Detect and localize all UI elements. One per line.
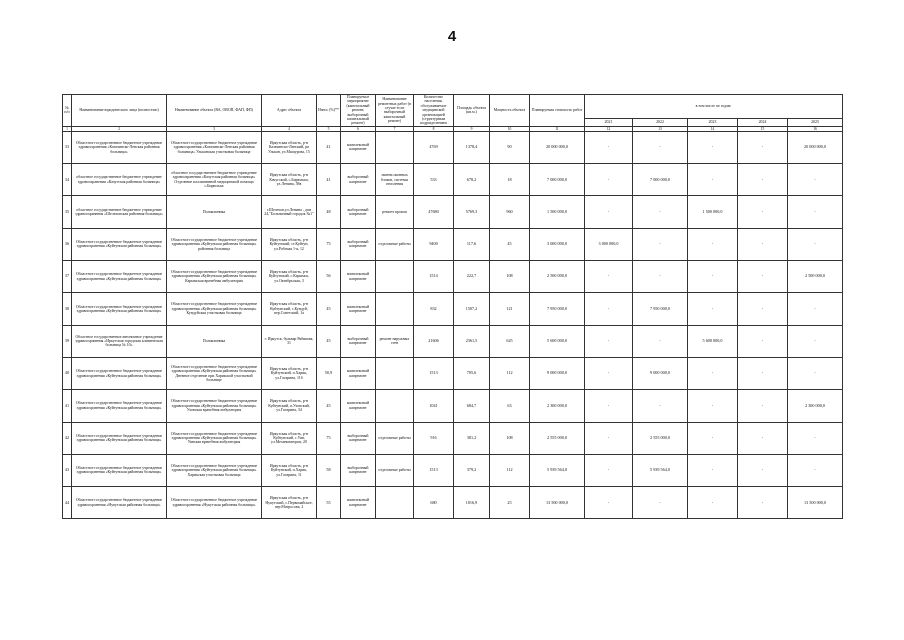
row-number: 43 [63,454,72,486]
legal-entity: Областное государственное бюджетное учреждение здравоохранения «Нукутская районная больница» [72,487,167,519]
object-name: Областное государственное бюджетное учреждение здравоохранения «Куйтунская районная больница» Уховская врачебная амбулатория [167,390,262,422]
column-number: 1 [63,126,72,131]
repair-works: отделочные работы [376,422,414,454]
table-row [63,228,843,260]
object-address: г.Шелехов,ул.Ленина , дом 24,"Больничный городок №1" [262,196,317,228]
population: 916 [414,422,454,454]
table-row [63,261,843,293]
header-object-name: Наименование объекта (ВА, ОВОП, ФАП, ФП) [167,95,262,127]
object-name: Областное государственное бюджетное учреждение здравоохранения «Куйтунская районная больница» Уянская врачебная амбулатория [167,422,262,454]
header-year-2024: 2024 [738,118,788,126]
planned-cost: 7 000 000,0 [530,164,585,196]
year-2024-value: - [738,228,788,260]
year-2021-value: - [585,261,633,293]
population: 1513 [414,454,454,486]
object-name: Поликлиника [167,325,262,357]
table-row [63,293,843,325]
object-area: 705,6 [454,357,490,389]
object-area: 684,7 [454,390,490,422]
year-2023-value: - [688,454,738,486]
planned-measure: выборочный капремонт [341,196,376,228]
object-capacity: 108 [490,422,530,454]
year-2023-value: - [688,390,738,422]
header-works: Наименование ремонтных работ (в случае если выборочный капитальный ремонт) [376,95,414,127]
object-address: Иркутская область, р-н Куйтунский, с.Карымск, ул.Октябрьская, 3 [262,261,317,293]
object-name: Областное государственное бюджетное учреждение здравоохранения «Куйтунская районная больница» Карымская врачебная амбулатория [167,261,262,293]
legal-entity: областное государственное бюджетное учреждение здравоохранения «Качугская районная больница» [72,164,167,196]
repair-works [376,261,414,293]
year-2025-value: - [788,325,843,357]
table-row [63,487,843,519]
table-row [63,131,843,163]
legal-entity: Областное государственное бюджетное учреждение здравоохранения «Куйтунская районная больница» [72,390,167,422]
year-2021-value: - [585,487,633,519]
planned-measure: выборочный капремонт [341,325,376,357]
legal-entity: Областное государственное бюджетное учреждение здравоохранения «Куйтунская районная больница» [72,357,167,389]
object-name: Областное государственное бюджетное учреждение здравоохранения «Куйтунская районная больница» Харикская участковая больница [167,454,262,486]
column-number: 7 [376,126,414,131]
object-capacity: 18 [490,164,530,196]
column-number: 8 [414,126,454,131]
header-year-2022: 2022 [633,118,688,126]
year-2022-value: - [633,390,688,422]
repair-works: отделочные работы [376,454,414,486]
object-address: Иркутская область, р-н Казачинско-Ленский, рп Улькан, ул.Машурова, 15 [262,131,317,163]
wear-percent: 58 [317,454,341,486]
year-2024-value: - [738,293,788,325]
year-2022-value: - [633,131,688,163]
planned-measure: комплексный капремонт [341,357,376,389]
object-area: 1378,4 [454,131,490,163]
object-capacity: 45 [490,228,530,260]
population: 1513 [414,357,454,389]
row-number: 33 [63,131,72,163]
header-address: Адрес объекта [262,95,317,127]
year-2023-value: - [688,261,738,293]
planned-cost: 1 500 000,0 [530,196,585,228]
object-area: 117,6 [454,228,490,260]
column-number: 15 [738,126,788,131]
year-2022-value: - [633,261,688,293]
table-row [63,325,843,357]
planned-measure: выборочный капремонт [341,228,376,260]
planned-cost: 2 555 000,0 [530,422,585,454]
object-name: Областное государственное бюджетное учреждение здравоохранения «Куйтунская районная больница» Кундуйская участковая больница [167,293,262,325]
row-number: 36 [63,228,72,260]
header-years-group: в том числе по годам: [585,95,843,119]
planned-measure: выборочный капремонт [341,454,376,486]
population: 21606 [414,325,454,357]
year-2021-value: - [585,454,633,486]
year-2024-value: - [738,454,788,486]
year-2022-value: 5 939 564,0 [633,454,688,486]
year-2023-value: - [688,293,738,325]
row-number: 40 [63,357,72,389]
header-number: № п/п [63,95,72,127]
object-name: Областное государственное бюджетное учреждение здравоохранения «Куйтунская районная больница» районная больница [167,228,262,260]
population: 832 [414,293,454,325]
header-legal-entity: Наименование юридического лица (полностью) [72,95,167,127]
object-area: 379,2 [454,454,490,486]
year-2021-value: - [585,196,633,228]
year-2023-value: - [688,228,738,260]
column-number: 10 [490,126,530,131]
year-2021-value: - [585,293,633,325]
column-number: 14 [688,126,738,131]
year-2022-value: 9 000 000,0 [633,357,688,389]
legal-entity: Областное государственное бюджетное учреждение здравоохранения «Куйтунская районная больница» [72,293,167,325]
year-2022-value: - [633,487,688,519]
column-number: 5 [317,126,341,131]
object-capacity: 63 [490,390,530,422]
wear-percent: 75 [317,228,341,260]
population: 47680 [414,196,454,228]
column-number: 9 [454,126,490,131]
planned-measure: комплексный капремонт [341,293,376,325]
row-number: 44 [63,487,72,519]
planned-measure: комплексный капремонт [341,390,376,422]
wear-percent: 45 [317,390,341,422]
object-address: Иркутская область, р-н Куйтунский, с.Уян, ул.Механизаторов, 20 [262,422,317,454]
year-2022-value: 7 950 000,0 [633,293,688,325]
year-2022-value: - [633,196,688,228]
legal-entity: Областное государственное бюджетное учреждение здравоохранения «Куйтунская районная больница» [72,454,167,486]
object-area: 678,2 [454,164,490,196]
object-area: 222,7 [454,261,490,293]
object-name: областное государственное бюджетное учреждение здравоохранения «Качугская районная больница» Отделение паллиативной медицинской помощи с.Бирюлька [167,164,262,196]
legal-entity: Областное государственное бюджетное учреждение здравоохранения «Куйтунская районная больница» [72,422,167,454]
year-2021-value: - [585,422,633,454]
header-population: Количество населения, обслуживаемое медицинской организацией (структурным подразделением [414,95,454,127]
object-address: г. Иркутск, бульвар Рябикова, 31 [262,325,317,357]
row-number: 37 [63,261,72,293]
row-number: 35 [63,196,72,228]
planned-measure: комплексный капремонт [341,261,376,293]
year-2021-value: - [585,390,633,422]
year-2025-value: - [788,293,843,325]
population: 533 [414,164,454,196]
planned-cost: 5 939 564,0 [530,454,585,486]
repair-works: ремонт наружных стен [376,325,414,357]
planned-measure: выборочный капремонт [341,422,376,454]
year-2025-value: 2 300 000,0 [788,390,843,422]
population: 1514 [414,261,454,293]
year-2025-value: - [788,422,843,454]
object-capacity: 112 [490,357,530,389]
object-address: Иркутская область, р-н Куйтунский, п.Харик, ул.Гагарина, 11б [262,357,317,389]
year-2023-value: - [688,131,738,163]
year-2023-value: - [688,164,738,196]
planned-cost: 9 000 000,0 [530,357,585,389]
planned-cost: 13 500 000,0 [530,487,585,519]
object-address: Иркутская область, р-н Куйтунский, ст.Куйтун, ул.Рабочая 1-я, 12 [262,228,317,260]
year-2025-value: - [788,357,843,389]
year-2022-value: - [633,325,688,357]
object-name: Поликлиника [167,196,262,228]
table-row [63,454,843,486]
column-number: 2 [72,126,167,131]
column-number: 11 [530,126,585,131]
object-capacity: 108 [490,261,530,293]
object-capacity: 25 [490,487,530,519]
repair-plan-table [62,94,843,519]
table-row [63,422,843,454]
object-capacity: 112 [490,454,530,486]
year-2021-value: - [585,131,633,163]
object-address: Иркутская область, р-н Куйтунский, п.Харик, ул.Гагарина, 11 [262,454,317,486]
wear-percent: 41 [317,164,341,196]
object-area: 381,2 [454,422,490,454]
header-row [63,95,843,119]
row-number: 42 [63,422,72,454]
year-2024-value: - [738,131,788,163]
legal-entity: Областное государственное бюджетное учреждение здравоохранения «Куйтунская районная больница» [72,228,167,260]
object-capacity: 625 [490,325,530,357]
year-2023-value: - [688,357,738,389]
year-2025-value: - [788,228,843,260]
year-2021-value: 3 000 000,0 [585,228,633,260]
header-year-2021: 2021 [585,118,633,126]
header-area: Площадь объекта (кв.м.) [454,95,490,127]
planned-cost: 5 600 000,0 [530,325,585,357]
year-2022-value: - [633,228,688,260]
year-2024-value: - [738,487,788,519]
object-area: 5769,3 [454,196,490,228]
column-number: 13 [633,126,688,131]
table-row [63,164,843,196]
object-name: Областное государственное бюджетное учреждение здравоохранения «Казачинско-Ленская районная больница» Ульканская участковая больница [167,131,262,163]
object-name: Областное государственное бюджетное учреждение здравоохранения «Нукутская районная больница» [167,487,262,519]
header-wear: Износ (%)** [317,95,341,127]
population: 9400 [414,228,454,260]
wear-percent: 75 [317,422,341,454]
legal-entity: Областное государственное бюджетное учреждение здравоохранения «Куйтунская районная больница» [72,261,167,293]
population: 680 [414,487,454,519]
year-2022-value: 7 000 000,0 [633,164,688,196]
year-2022-value: 2 555 000,0 [633,422,688,454]
object-capacity: 121 [490,293,530,325]
table-row [63,390,843,422]
legal-entity: Областное государственное автономное учреждение здравоохранения «Иркутская городская клиническая больница № 10» [72,325,167,357]
year-2023-value: 5 600 000,0 [688,325,738,357]
year-2023-value: - [688,422,738,454]
wear-percent: 45 [317,293,341,325]
object-capacity: 960 [490,196,530,228]
object-address: Иркутская область, р-н Качугский, с.Бирюлька, ул.Ленина, 58в [262,164,317,196]
year-2021-value: - [585,164,633,196]
year-2024-value: - [738,357,788,389]
year-2021-value: - [585,357,633,389]
object-area: 1016,9 [454,487,490,519]
column-number: 6 [341,126,376,131]
object-address: Иркутская область, р-н Куйтунский, п.Уховский, ул.Гагарина, 34 [262,390,317,422]
legal-entity: Областное государственное бюджетное учреждение здравоохранения «Казачинско-Ленская районная больница» [72,131,167,163]
object-area: 2361,5 [454,325,490,357]
planned-measure: комплексный капремонт [341,487,376,519]
year-2025-value: 13 500 000,0 [788,487,843,519]
header-measure: Планируемое мероприятие (капитальный ремонт, выборочный капитальный ремонт) [341,95,376,127]
wear-percent: 56 [317,261,341,293]
column-number: 12 [585,126,633,131]
object-address: Иркутская область, р-н Куйтунский, с.Кундуй, пер.Советский, 1а [262,293,317,325]
year-2024-value: - [738,325,788,357]
year-2024-value: - [738,164,788,196]
planned-measure: комплексный капремонт [341,131,376,163]
wear-percent: 55 [317,487,341,519]
object-address: Иркутская область, р-н Нукутский, с.Первомайское, пер.Матросова, 2 [262,487,317,519]
year-2021-value: - [585,325,633,357]
planned-cost: 20 000 000,0 [530,131,585,163]
wear-percent: 48 [317,196,341,228]
page-number: 4 [447,28,457,45]
wear-percent: 41 [317,131,341,163]
planned-cost: 2 500 000,0 [530,261,585,293]
column-number: 3 [167,126,262,131]
year-2025-value: 20 000 000,0 [788,131,843,163]
repair-works [376,390,414,422]
header-cost: Планируемая стоимость работ [530,95,585,127]
wear-percent: 50,9 [317,357,341,389]
planned-measure: выборочный капремонт [341,164,376,196]
planned-cost: 2 300 000,0 [530,390,585,422]
header-capacity: Мощность объекта [490,95,530,127]
object-area: 1507,2 [454,293,490,325]
row-number: 38 [63,293,72,325]
row-number: 41 [63,390,72,422]
year-2023-value: 1 500 000,0 [688,196,738,228]
year-2025-value: - [788,454,843,486]
column-number: 4 [262,126,317,131]
repair-works: ремонт кровли [376,196,414,228]
repair-works [376,293,414,325]
year-2025-value: - [788,196,843,228]
repair-works [376,357,414,389]
year-2025-value: 2 500 000,0 [788,261,843,293]
header-year-2025: 2025 [788,118,843,126]
header-year-2023: 2023 [688,118,738,126]
column-number: 16 [788,126,843,131]
row-number: 39 [63,325,72,357]
planned-cost: 3 000 000,0 [530,228,585,260]
year-2024-value: - [738,390,788,422]
table-row [63,196,843,228]
repair-works [376,487,414,519]
repair-works: отделочные работы [376,228,414,260]
object-capacity: 90 [490,131,530,163]
year-2024-value: - [738,196,788,228]
repair-works: замена оконных блоков, системы отопления [376,164,414,196]
year-2025-value: - [788,164,843,196]
table-row [63,357,843,389]
planned-cost: 7 950 000,0 [530,293,585,325]
population: 1041 [414,390,454,422]
repair-works [376,131,414,163]
year-2024-value: - [738,422,788,454]
year-2023-value: - [688,487,738,519]
row-number: 34 [63,164,72,196]
wear-percent: 45 [317,325,341,357]
year-2024-value: - [738,261,788,293]
object-name: Областное государственное бюджетное учреждение здравоохранения «Куйтунская районная больница» Дневное отделение при Харикской участковой больнице [167,357,262,389]
population: 4769 [414,131,454,163]
legal-entity: областное государственное бюджетное учреждение здравоохранения «Шелеховская районная больница» [72,196,167,228]
